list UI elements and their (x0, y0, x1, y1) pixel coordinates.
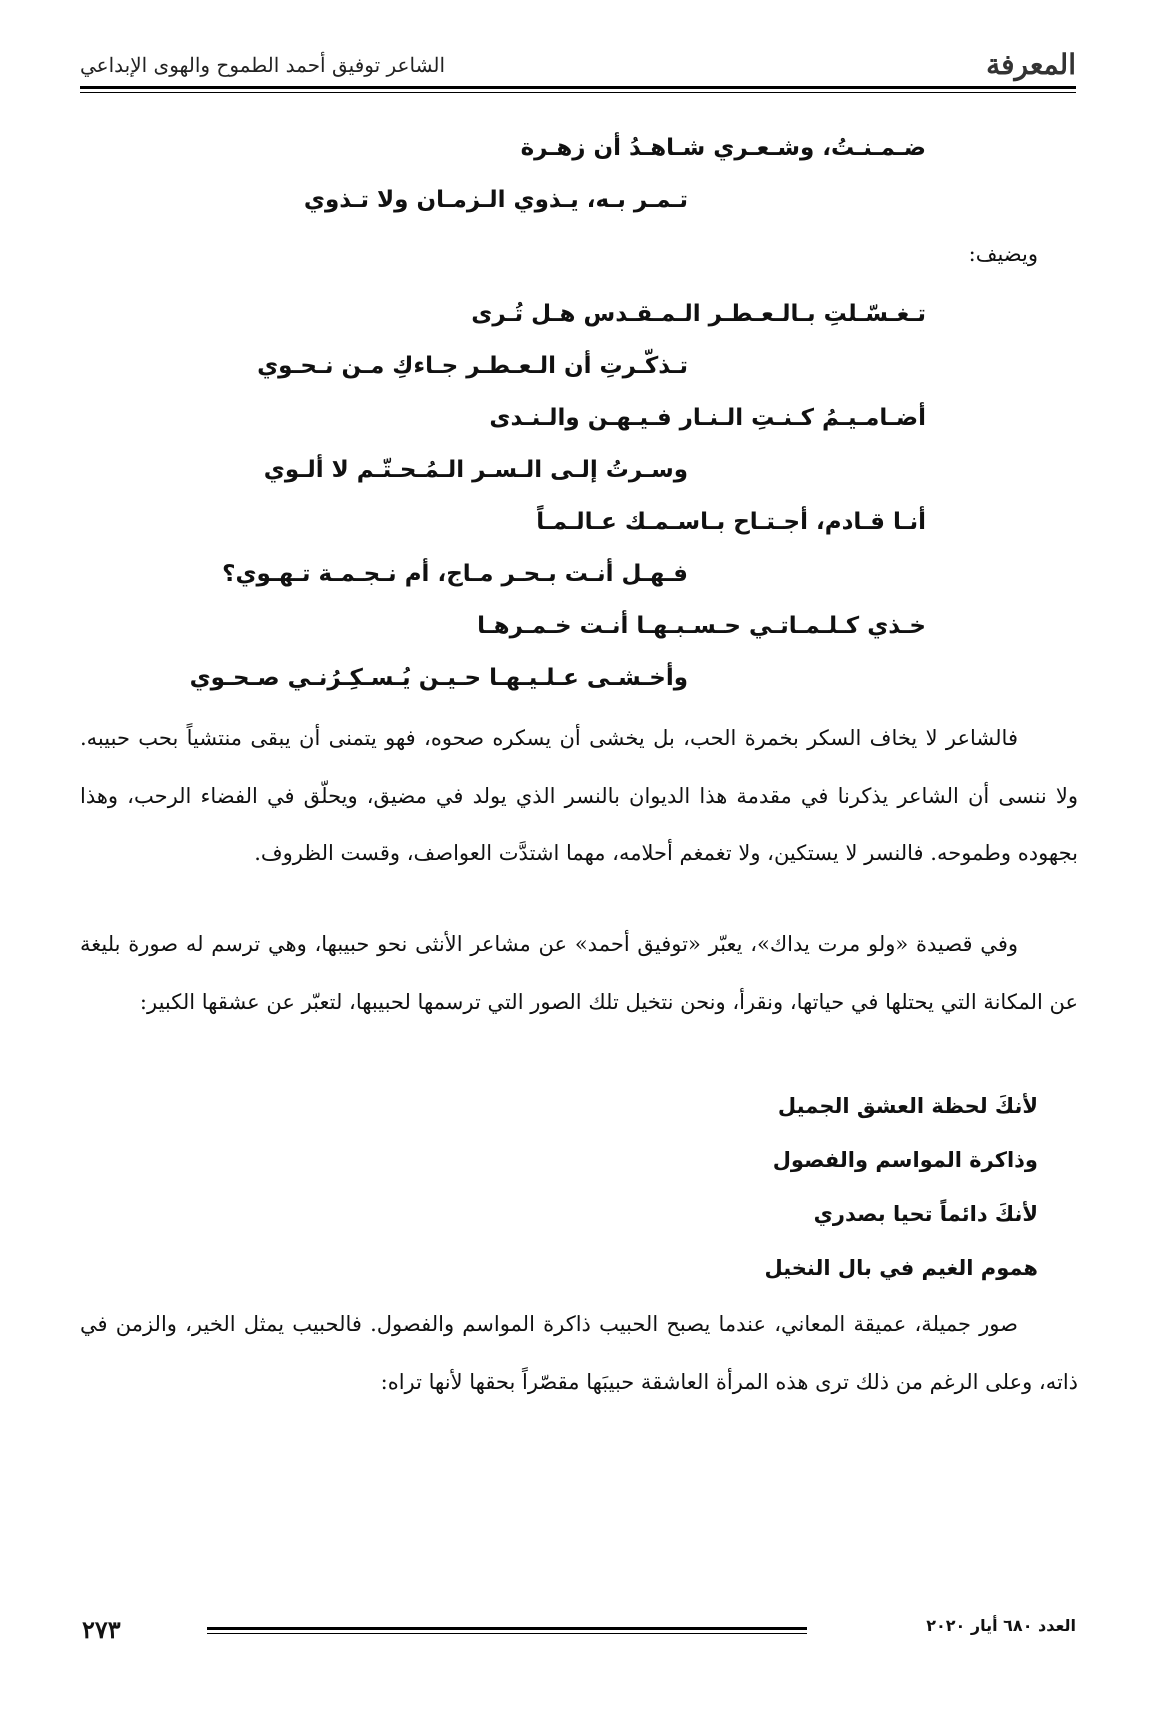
verse-line: أنـا قـادم، أجـتـاح بـاسـمـك عـالـمـاً (536, 509, 926, 535)
body-paragraph: وفي قصيدة «ولو مرت يداك»، يعبّر «توفيق أحمد» عن مشاعر الأنثى نحو حبيبها، وهي ترسم له صورة بليغة عن المكانة التي يحتلها في حياتها، ونقرأ، ونحن نتخيل تلك الصور التي ترسمها لحبيبها، لتعبّر عن عشقها الكبير: (80, 932, 1078, 1014)
running-title: الشاعر توفيق أحمد الطموح والهوى الإبداعي (80, 53, 446, 77)
header-rule-thin (80, 92, 1076, 93)
body-paragraph: فالشاعر لا يخاف السكر بخمرة الحب، بل يخشى أن يسكره صحوه، فهو يتمنى أن يبقى منتشياً بحب حبيبه. ولا ننسى أن الشاعر يذكرنا في مقدمة هذا الديوان بالنسر الذي يولد في مضيق، ويحلّق في الفضاء الرحب، وهذا بجهوده وطموحه. فالنسر لا يستكين، ولا تغمغم أحلامه، مهما اشتدَّت العواصف، وقست الظروف. (80, 726, 1078, 865)
header-rule-thick (80, 86, 1076, 89)
verse-line: تـغـسّـلتِ بـالـعـطـر الـمـقـدس هـل تُـرى (471, 301, 926, 327)
intro-label: ويضيف: (968, 242, 1038, 266)
poem-line: هموم الغيم في بال النخيل (764, 1256, 1038, 1280)
poem-line: لأنكَ دائماً تحيا بصدري (813, 1202, 1038, 1226)
verse-line: أضـامـيـمُ كـنـتِ الـنـار فـيـهـن والـنـدى (489, 405, 926, 431)
verse-line: خـذي كـلـمـاتـي حـسـبـهـا أنـت خـمـرهـا (477, 613, 926, 639)
poem-line: وذاكرة المواسم والفصول (772, 1148, 1038, 1172)
verse-line: تـمـر بـه، يـذوي الـزمـان ولا تـذوي (303, 187, 688, 213)
page-header (80, 45, 1076, 85)
journal-logo: المعرفة (986, 48, 1076, 81)
page-number: ٢٧٣ (82, 1615, 121, 1644)
body-paragraph: صور جميلة، عميقة المعاني، عندما يصبح الحبيب ذاكرة المواسم والفصول. فالحبيب يمثل الخير، والزمن في ذاته، وعلى الرغم من ذلك ترى هذه المرأة العاشقة حبيبَها مقصّراً بحقها لأنها تراه: (80, 1312, 1078, 1394)
verse-line: وسـرتُ إلـى الـسـر الـمُـحـتّـم لا ألـوي (263, 457, 688, 483)
footer-rule-thin (207, 1633, 807, 1634)
footer-rule-thick (207, 1627, 807, 1630)
verse-line: فـهـل أنـت بـحـر مـاج، أم نـجـمـة تـهـوي؟ (222, 561, 688, 587)
verse-line: ضـمـنـتُ، وشـعـري شـاهـدُ أن زهـرة (520, 135, 926, 161)
verse-line: وأخـشـى عـلـيـهـا حـيـن يُـسـكِـرُنـي صـحـوي (189, 665, 688, 691)
poem-line: لأنكَ لحظة العشق الجميل (777, 1094, 1038, 1118)
verse-line: تـذكّـرتِ أن الـعـطـر جـاءكِ مـن نـحـوي (257, 353, 688, 379)
issue-info: العدد ٦٨٠ أيار ٢٠٢٠ (926, 1616, 1076, 1635)
